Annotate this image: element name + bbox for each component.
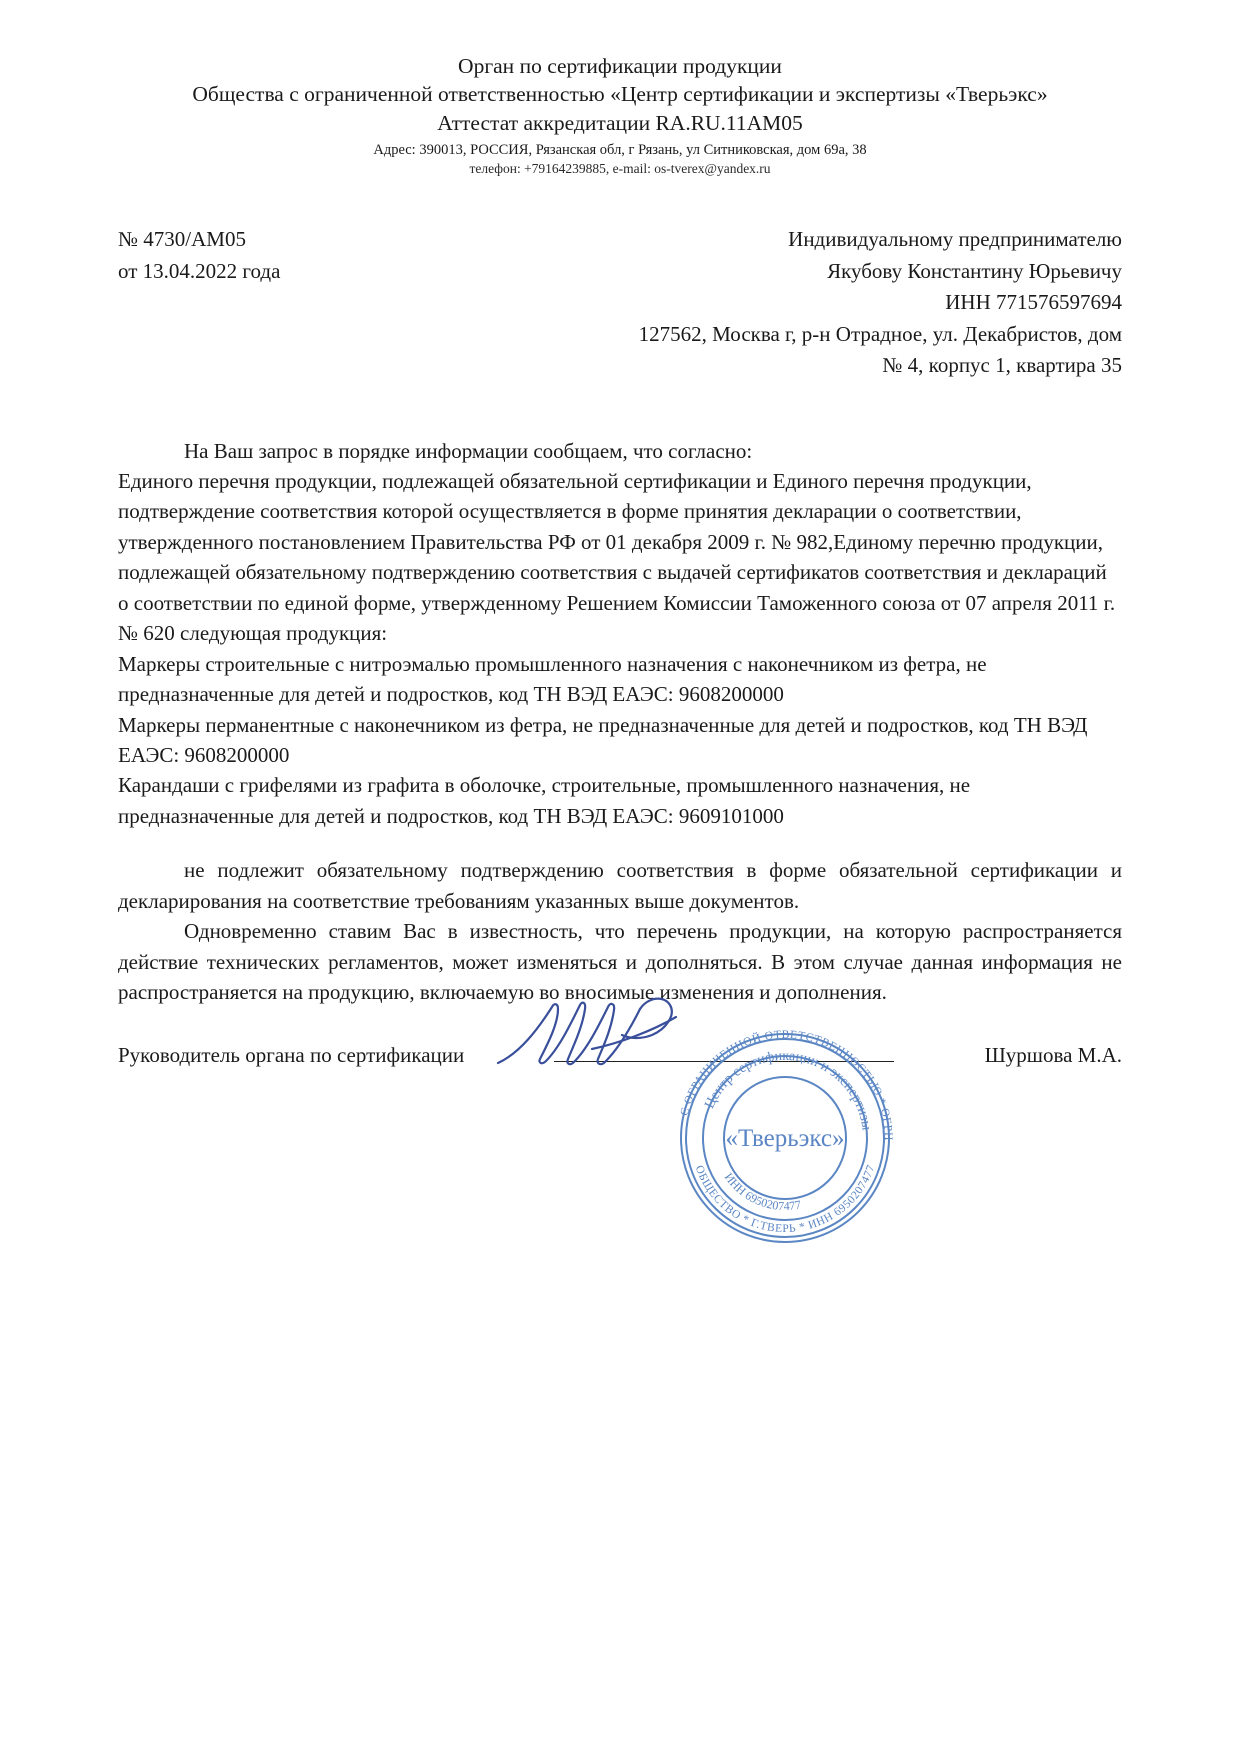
addressee-line-4: 127562, Москва г, р-н Отрадное, ул. Декабристов, дом	[638, 321, 1122, 346]
letterhead	[0, 52, 1240, 178]
product-item-2: Маркеры перманентные с наконечником из фетра, не предназначенные для детей и подростков, код ТН ВЭД ЕАЭС: 9608200000	[118, 712, 1088, 767]
document-body	[0, 436, 1240, 1008]
reference-date: от 13.04.2022 года	[118, 258, 281, 283]
addressee-line-3: ИНН 771576597694	[945, 290, 1122, 315]
letterhead-contacts: телефон: +79164239885, e-mail: os-tverex@yandex.ru	[469, 161, 771, 177]
body-notice: Одновременно ставим Вас в известность, что перечень продукции, на которую распространяется действие технических регламентов, может изменяться и дополняться. В этом случае данная информация не распространяется на продукцию, включаемую во вносимые изменения и дополнения.	[118, 919, 1122, 1004]
body-legal-basis: Единого перечня продукции, подлежащей обязательной сертификации и Единого перечня продукции, подтверждение соответствия которой осуществляется в форме принятия декларации о соответствии, утвержденного постановлением Правительства РФ от 01 декабря 2009 г. № 982,Единому перечню продукции, подлежащей обязательному подтверждению соответствия с выдачей сертификатов соответствия и деклараций о соответствии по единой форме, утвержденному Решением Комиссии Таможенного союза от 07 апреля 2011 г. № 620 следующая продукция:	[118, 469, 1116, 646]
body-intro: На Ваш запрос в порядке информации сообщаем, что согласно:	[184, 438, 753, 463]
body-conclusion: не подлежит обязательному подтверждению соответствия в форме обязательной сертификации и декларирования на соответствие требованиям указанных выше документов.	[118, 858, 1122, 913]
svg-text:Центр сертификации и экспертиз: Центр сертификации и экспертизы	[702, 1048, 874, 1132]
signature-name: Шуршова М.А.	[984, 1043, 1122, 1068]
letterhead-line-1: Орган по сертификации продукции	[458, 54, 782, 78]
reference-block	[118, 224, 280, 288]
svg-text:ИНН 6950207477: ИНН 6950207477	[721, 1170, 803, 1214]
svg-text:«Тверьэкс»: «Тверьэкс»	[725, 1125, 845, 1152]
reference-number: № 4730/АМ05	[118, 227, 246, 252]
signature-line	[554, 1060, 894, 1062]
letterhead-line-3: Аттестат аккредитации RA.RU.11AM05	[437, 110, 803, 135]
svg-text:С ОГРАНИЧЕННОЙ ОТВЕТСТВЕННОСТ: С ОГРАНИЧЕННОЙ ОТВЕТСТВЕННОСТЬЮ * ОГРН	[678, 1028, 895, 1142]
reference-and-addressee	[0, 224, 1240, 382]
signature-title: Руководитель органа по сертификации	[118, 1043, 465, 1068]
addressee-line-2: Якубову Константину Юрьевичу	[827, 258, 1122, 283]
letterhead-address: Адрес: 390013, РОССИЯ, Рязанская обл, г Рязань, ул Ситниковская, дом 69а, 38	[373, 142, 867, 159]
addressee-block	[639, 224, 1122, 382]
product-item-1: Маркеры строительные с нитроэмалью промышленного назначения с наконечником из фетра, не предназначенные для детей и подростков, код ТН ВЭД ЕАЭС: 9608200000	[118, 651, 987, 707]
svg-text:ОБЩЕСТВО * Г.ТВЕРЬ * ИНН 69502: ОБЩЕСТВО * Г.ТВЕРЬ * ИНН 6950207477	[692, 1163, 878, 1236]
letterhead-line-2: Общества с ограниченной ответственностью «Центр сертификации и экспертизы «Тверьэкс»	[192, 82, 1048, 107]
addressee-line-5: № 4, корпус 1, квартира 35	[882, 353, 1122, 378]
signature-row	[0, 1043, 1240, 1068]
addressee-line-1: Индивидуальному предпринимателю	[788, 227, 1122, 252]
product-item-3: Карандаши с грифелями из графита в оболочке, строительные, промышленного назначения, не предназначенные для детей и подростков, код ТН ВЭД ЕАЭС: 9609101000	[118, 773, 971, 828]
